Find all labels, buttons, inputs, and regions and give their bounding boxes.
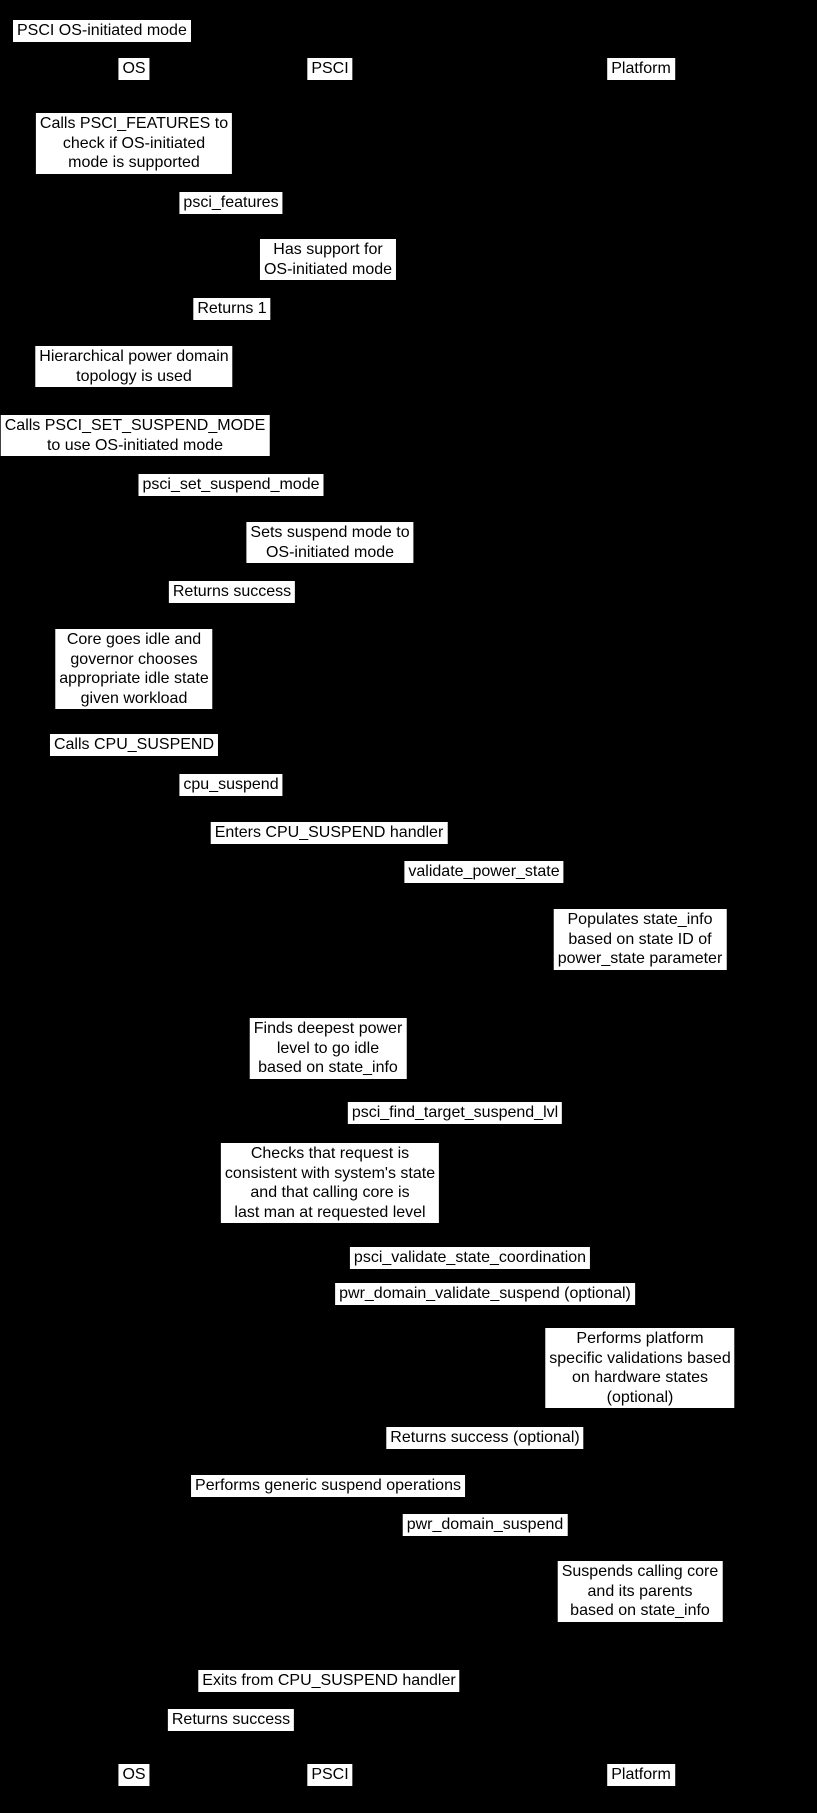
actor-psci-top: PSCI — [307, 58, 352, 80]
note-line: Calls PSCI_SET_SUSPEND_MODE — [4, 417, 266, 434]
note-line: Enters CPU_SUSPEND handler — [214, 824, 444, 841]
note-line: last man at requested level — [234, 1203, 426, 1221]
note-line: on hardware states — [571, 1369, 709, 1386]
note-line: Calls PSCI_FEATURES to — [39, 115, 229, 132]
note-line: Checks that request is — [250, 1145, 410, 1162]
note-line: Performs platform — [576, 1330, 704, 1347]
actor-platform-top: Platform — [607, 58, 675, 80]
note-line: Populates state_info — [567, 911, 713, 928]
message-label: pwr_domain_validate_suspend (optional) — [335, 1283, 635, 1305]
note — [545, 1328, 734, 1408]
note-line: and that calling core is — [250, 1184, 410, 1201]
note-line: (optional) — [606, 1388, 674, 1406]
note-line: based on state_info — [258, 1059, 398, 1076]
note-line: specific validations based — [549, 1349, 731, 1367]
note — [36, 113, 232, 174]
message-label: psci_set_suspend_mode — [138, 474, 323, 496]
note-line: Exits from CPU_SUSPEND handler — [202, 1672, 456, 1689]
note-line: Suspends calling core — [561, 1563, 719, 1580]
note-line: given workload — [80, 689, 188, 707]
note-line: Hierarchical power domain — [39, 348, 229, 365]
note-line: Finds deepest power — [253, 1020, 403, 1037]
note — [55, 629, 212, 709]
message-label: Returns success — [169, 581, 295, 603]
diagram-title: PSCI OS-initiated mode — [13, 20, 191, 42]
note-line: Has support for — [273, 241, 383, 258]
note-line: based on state_info — [570, 1602, 710, 1619]
actor-os-top: OS — [118, 58, 149, 80]
note — [211, 822, 448, 844]
note — [198, 1670, 459, 1692]
message-label: psci_validate_state_coordination — [350, 1247, 590, 1269]
note-line: OS-initiated mode — [263, 260, 393, 278]
note-line: Calls CPU_SUSPEND — [53, 736, 215, 753]
note-line: appropriate idle state — [59, 670, 209, 687]
note-line: Performs generic suspend operations — [195, 1477, 461, 1494]
note-line: topology is used — [76, 367, 192, 385]
message-label: psci_find_target_suspend_lvl — [348, 1102, 562, 1124]
message-label: validate_power_state — [404, 861, 563, 883]
note — [246, 522, 413, 563]
note-line: OS-initiated mode — [265, 543, 395, 561]
note — [554, 909, 727, 970]
note-line: and its parents — [587, 1582, 693, 1600]
actor-os-bottom: OS — [118, 1764, 149, 1786]
note — [221, 1143, 439, 1223]
message-label: Returns success (optional) — [386, 1427, 583, 1449]
message-label: pwr_domain_suspend — [403, 1514, 568, 1536]
note-line: level to go idle — [276, 1039, 380, 1057]
note — [250, 1018, 407, 1079]
note-line: Sets suspend mode to — [250, 524, 410, 541]
message-label: Returns success — [168, 1709, 294, 1731]
actor-platform-bottom: Platform — [607, 1764, 675, 1786]
note — [35, 346, 232, 387]
message-label: Returns 1 — [193, 298, 270, 320]
note — [558, 1561, 723, 1622]
note-line: consistent with system's state — [224, 1164, 436, 1182]
note-line: to use OS-initiated mode — [46, 436, 224, 454]
actor-psci-bottom: PSCI — [307, 1764, 352, 1786]
note-line: power_state parameter — [557, 950, 723, 967]
message-label: cpu_suspend — [179, 774, 282, 796]
note-line: governor chooses — [70, 650, 198, 668]
note — [1, 415, 270, 456]
message-label: psci_features — [179, 192, 282, 214]
note — [191, 1475, 465, 1497]
note — [50, 734, 218, 756]
note-line: based on state ID of — [568, 930, 712, 948]
note — [260, 239, 396, 280]
note-line: Core goes idle and — [66, 631, 202, 648]
note-line: check if OS-initiated — [62, 134, 206, 152]
note-line: mode is supported — [68, 154, 200, 171]
